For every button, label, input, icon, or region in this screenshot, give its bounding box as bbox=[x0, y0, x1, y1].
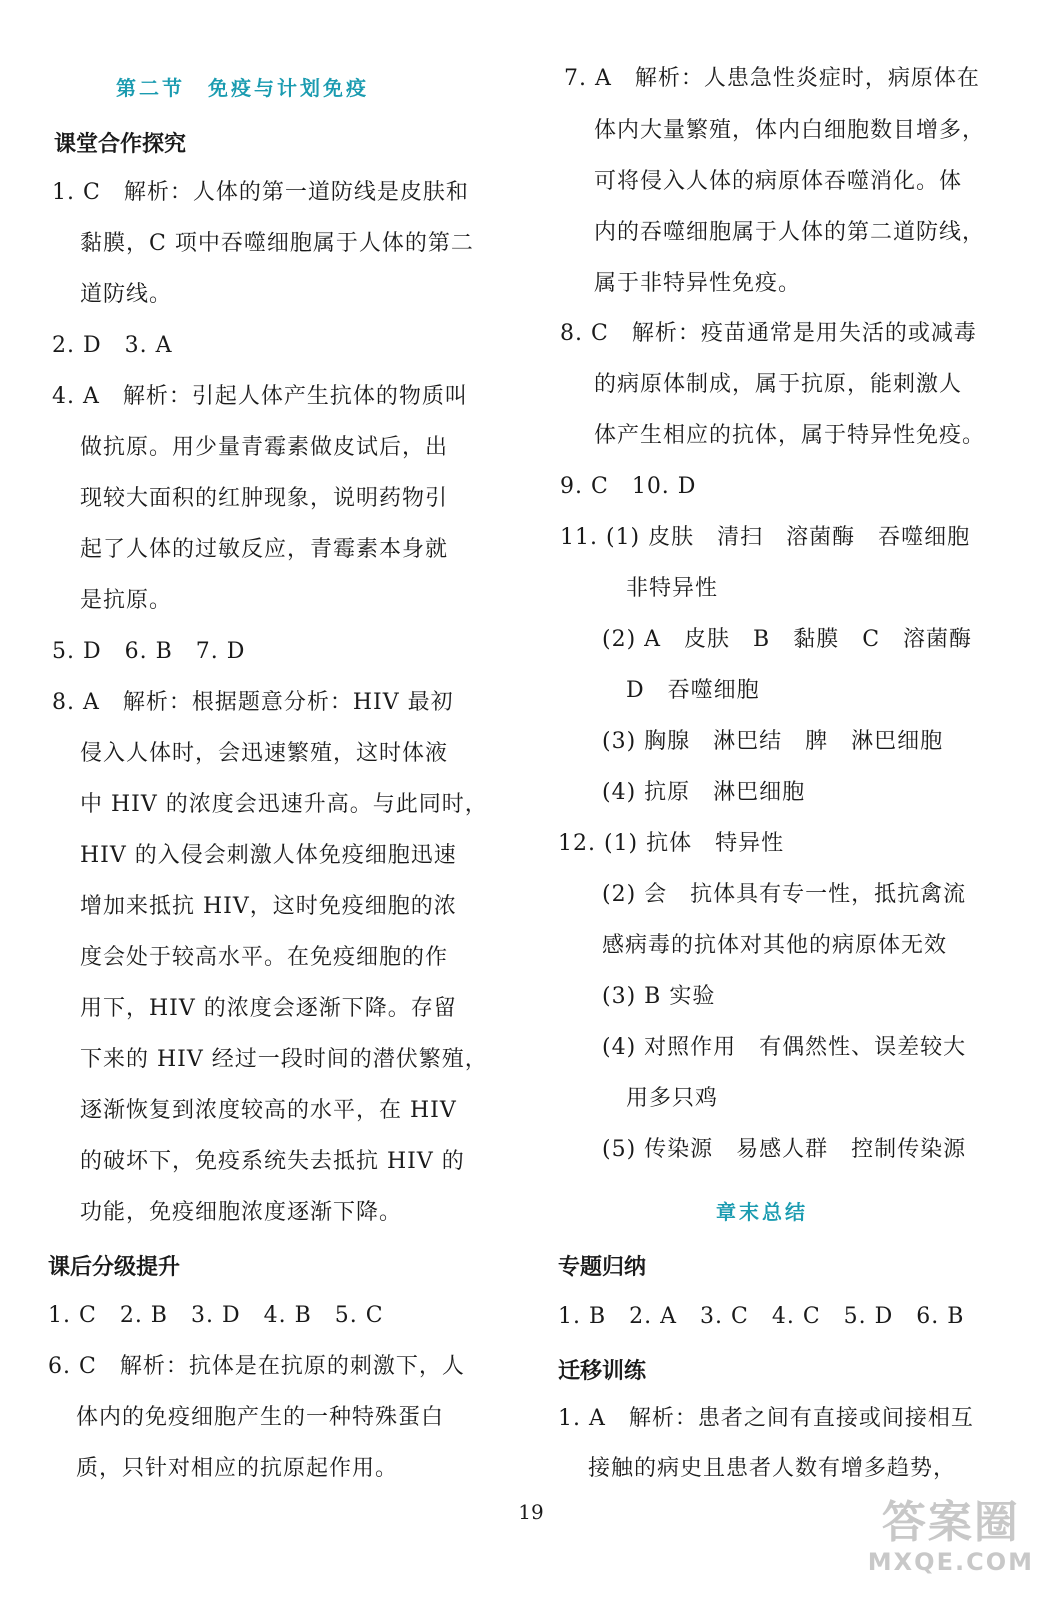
answer-line: (4) 对照作用 有偶然性、误差较大 bbox=[602, 1035, 967, 1060]
answer-line: 体内大量繁殖，体内白细胞数目增多， bbox=[594, 118, 986, 143]
heading-classroom-inquiry: 课堂合作探究 bbox=[54, 132, 187, 157]
answer-line: (3) B 实验 bbox=[602, 984, 716, 1009]
answer-line: (4) 抗原 淋巴细胞 bbox=[602, 780, 806, 805]
answer-line: 12. (1) 抗体 特异性 bbox=[558, 831, 785, 856]
answer-line: 7. A 解析：人患急性炎症时，病原体在 bbox=[564, 66, 980, 91]
answer-line: 用下，HIV 的浓度会逐渐下降。存留 bbox=[80, 996, 457, 1021]
answer-line: 5. D 6. B 7. D bbox=[52, 639, 246, 664]
section-title: 第二节 免疫与计划免疫 bbox=[116, 76, 369, 100]
answer-line: (2) A 皮肤 B 黏膜 C 溶菌酶 bbox=[602, 627, 973, 652]
answer-line: 1. A 解析：患者之间有直接或间接相互 bbox=[558, 1406, 974, 1431]
answer-line: 9. C 10. D bbox=[560, 474, 697, 499]
answer-line: 体内的免疫细胞产生的一种特殊蛋白 bbox=[76, 1405, 445, 1430]
answer-line: 4. A 解析：引起人体产生抗体的物质叫 bbox=[52, 384, 468, 409]
answer-line: 做抗原。用少量青霉素做皮试后，出 bbox=[80, 435, 449, 460]
answer-line: 是抗原。 bbox=[80, 588, 173, 613]
answer-line: 1. C 解析：人体的第一道防线是皮肤和 bbox=[52, 180, 469, 205]
section-title: 章末总结 bbox=[716, 1200, 808, 1224]
answer-line: 度会处于较高水平。在免疫细胞的作 bbox=[80, 945, 449, 970]
answer-line: 增加来抵抗 HIV，这时免疫细胞的浓 bbox=[80, 894, 457, 919]
answer-line: (5) 传染源 易感人群 控制传染源 bbox=[602, 1137, 967, 1162]
answer-line: 下来的 HIV 经过一段时间的潜伏繁殖， bbox=[80, 1047, 488, 1072]
answer-line: 体产生相应的抗体，属于特异性免疫。 bbox=[594, 423, 986, 448]
answer-line: 1. C 2. B 3. D 4. B 5. C bbox=[48, 1303, 384, 1328]
answer-line: 属于非特异性免疫。 bbox=[594, 271, 802, 296]
answer-line: 质，只针对相应的抗原起作用。 bbox=[76, 1456, 399, 1481]
heading-transfer-training: 迁移训练 bbox=[558, 1359, 647, 1384]
heading-topic-summary: 专题归纳 bbox=[558, 1255, 647, 1280]
answer-line: 8. A 解析：根据题意分析：HIV 最初 bbox=[52, 690, 454, 715]
watermark-url: MXQE.COM bbox=[867, 1548, 1034, 1576]
answer-line: 道防线。 bbox=[80, 282, 173, 307]
answer-line: 的破坏下，免疫系统失去抵抗 HIV 的 bbox=[80, 1149, 465, 1174]
answer-line: 感病毒的抗体对其他的病原体无效 bbox=[602, 933, 948, 958]
answer-line: 2. D 3. A bbox=[52, 333, 173, 358]
answer-line: 侵入人体时，会迅速繁殖，这时体液 bbox=[80, 741, 449, 766]
page-number: 19 bbox=[518, 1500, 544, 1524]
answer-line: 逐渐恢复到浓度较高的水平，在 HIV bbox=[80, 1098, 457, 1123]
answer-line: 起了人体的过敏反应，青霉素本身就 bbox=[80, 537, 449, 562]
answer-line: 可将侵入人体的病原体吞噬消化。体 bbox=[594, 169, 963, 194]
answer-line: 11. (1) 皮肤 清扫 溶菌酶 吞噬细胞 bbox=[560, 525, 971, 550]
answer-line: 的病原体制成，属于抗原，能刺激人 bbox=[594, 372, 963, 397]
answer-line: (2) 会 抗体具有专一性，抵抗禽流 bbox=[602, 882, 967, 907]
answer-line: 黏膜，C 项中吞噬细胞属于人体的第二 bbox=[80, 231, 474, 256]
answer-line: 内的吞噬细胞属于人体的第二道防线， bbox=[594, 220, 986, 245]
watermark-logo bbox=[868, 1498, 1034, 1576]
answer-line: 现较大面积的红肿现象，说明药物引 bbox=[80, 486, 449, 511]
answer-line: D 吞噬细胞 bbox=[626, 678, 760, 703]
answer-line: 用多只鸡 bbox=[626, 1086, 719, 1111]
heading-after-class: 课后分级提升 bbox=[48, 1255, 181, 1280]
answer-line: 接触的病史且患者人数有增多趋势， bbox=[588, 1456, 957, 1481]
answer-line: (3) 胸腺 淋巴结 脾 淋巴细胞 bbox=[602, 729, 944, 754]
answer-line: 8. C 解析：疫苗通常是用失活的或减毒 bbox=[560, 321, 977, 346]
watermark-mark: 答案圈 bbox=[881, 1497, 1020, 1548]
answer-line: 非特异性 bbox=[626, 576, 719, 601]
answer-line: 6. C 解析：抗体是在抗原的刺激下，人 bbox=[48, 1354, 465, 1379]
answer-line: HIV 的入侵会刺激人体免疫细胞迅速 bbox=[80, 843, 457, 868]
answer-line: 1. B 2. A 3. C 4. C 5. D 6. B bbox=[558, 1304, 965, 1329]
answer-line: 功能，免疫细胞浓度逐渐下降。 bbox=[80, 1200, 403, 1225]
answer-line: 中 HIV 的浓度会迅速升高。与此同时， bbox=[80, 792, 488, 817]
